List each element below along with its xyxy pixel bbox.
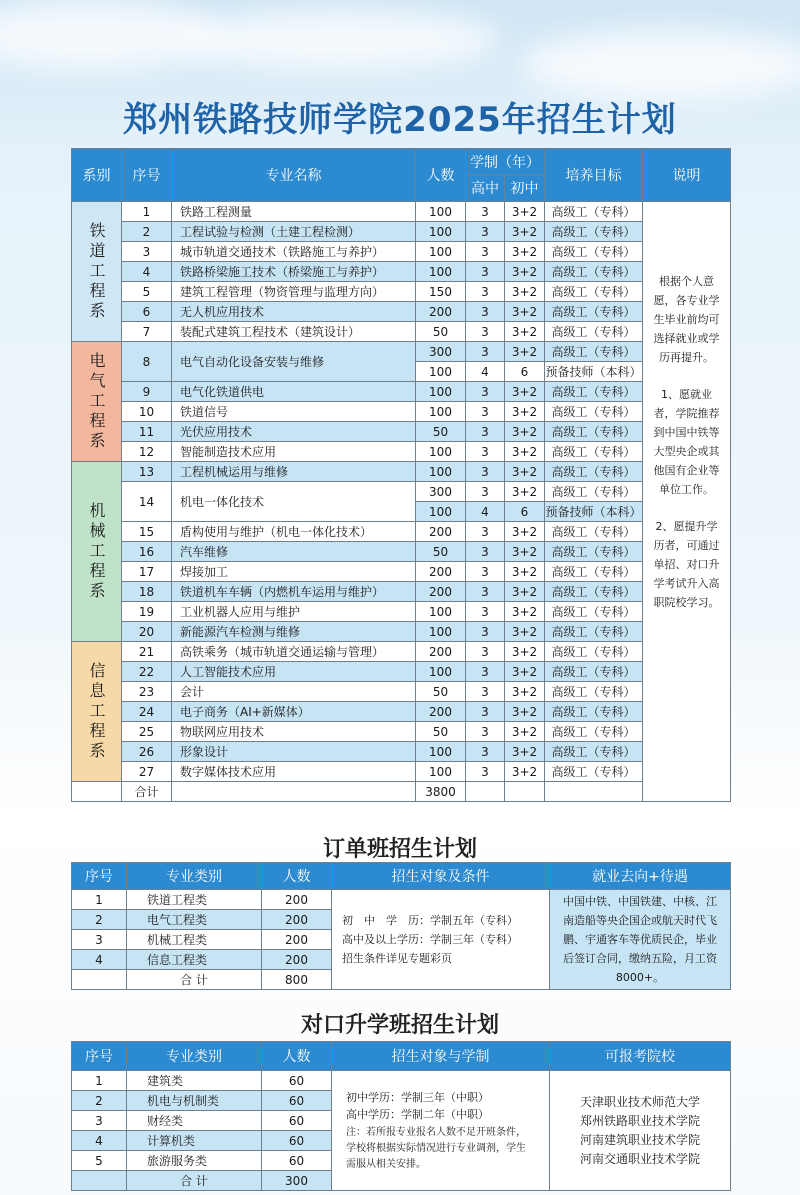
row-no: 4 <box>72 950 127 970</box>
row-goal: 高级工（专科） <box>545 522 643 542</box>
table-row <box>72 422 731 442</box>
row-count: 200 <box>416 562 466 582</box>
row-major: 建筑工程管理（物资管理与监理方向） <box>172 282 416 302</box>
row-goal: 高级工（专科） <box>545 322 643 342</box>
table-row <box>72 602 731 622</box>
row-no: 4 <box>122 262 172 282</box>
row-no: 26 <box>122 742 172 762</box>
row-middle: 3+2 <box>505 202 545 222</box>
row-no: 27 <box>122 762 172 782</box>
row-goal: 高级工（专科） <box>545 302 643 322</box>
row-count: 60 <box>262 1131 332 1151</box>
row-major: 数字媒体技术应用 <box>172 762 416 782</box>
table-row <box>72 702 731 722</box>
table-row <box>72 562 731 582</box>
row-count: 100 <box>416 742 466 762</box>
row-category: 建筑类 <box>127 1071 262 1091</box>
row-high: 3 <box>466 322 505 342</box>
row-count: 150 <box>416 282 466 302</box>
row-major: 智能制造技术应用 <box>172 442 416 462</box>
row-goal: 高级工（专科） <box>545 682 643 702</box>
order-class-title: 订单班招生计划 <box>322 837 477 862</box>
row-major: 会计 <box>172 682 416 702</box>
row-no: 13 <box>122 462 172 482</box>
row-goal: 高级工（专科） <box>545 402 643 422</box>
row-major: 形象设计 <box>172 742 416 762</box>
row-no: 5 <box>122 282 172 302</box>
row-count: 200 <box>262 930 332 950</box>
row-high: 3 <box>466 762 505 782</box>
row-major: 汽车维修 <box>172 542 416 562</box>
row-high: 3 <box>466 442 505 462</box>
row-major: 铁道机车车辆（内燃机车运用与维护） <box>172 582 416 602</box>
row-high: 3 <box>466 702 505 722</box>
row-count: 100 <box>416 602 466 622</box>
order-class-table <box>71 862 731 990</box>
total-row <box>72 782 731 802</box>
conditions-cell <box>332 1071 550 1191</box>
row-middle: 3+2 <box>505 722 545 742</box>
table-row <box>72 662 731 682</box>
row-middle: 6 <box>505 502 545 522</box>
row-high: 3 <box>466 422 505 442</box>
empty-cell <box>505 782 545 802</box>
row-no: 17 <box>122 562 172 582</box>
row-high: 4 <box>466 362 505 382</box>
cloud <box>180 10 500 70</box>
header-no: 序号 <box>72 1042 127 1071</box>
table-row <box>72 382 731 402</box>
row-no: 15 <box>122 522 172 542</box>
row-middle: 3+2 <box>505 302 545 322</box>
row-major: 光伏应用技术 <box>172 422 416 442</box>
row-middle: 3+2 <box>505 642 545 662</box>
table-body <box>72 202 731 802</box>
row-high: 3 <box>466 242 505 262</box>
row-count: 200 <box>416 302 466 322</box>
row-no: 23 <box>122 682 172 702</box>
enrollment-table <box>71 148 731 802</box>
row-middle: 3+2 <box>505 762 545 782</box>
note-paragraph: 2、愿提升学历者，可通过单招、对口升学考试升入高职院校学习。 <box>653 520 720 609</box>
department-elec: 电气工程系 <box>72 342 122 462</box>
row-goal: 高级工（专科） <box>545 762 643 782</box>
row-no: 3 <box>122 242 172 262</box>
row-no: 24 <box>122 702 172 722</box>
condition-line: 初 中 学 历：学制五年（专科） <box>342 914 518 927</box>
table-row <box>72 542 731 562</box>
header-count: 人数 <box>262 1042 332 1071</box>
table-row <box>72 202 731 222</box>
row-count: 100 <box>416 622 466 642</box>
row-middle: 3+2 <box>505 522 545 542</box>
row-middle: 3+2 <box>505 322 545 342</box>
row-goal: 高级工（专科） <box>545 622 643 642</box>
condition-line: 高中及以上学历：学制三年（专科） <box>342 933 518 946</box>
row-high: 3 <box>466 582 505 602</box>
row-no: 8 <box>122 342 172 382</box>
row-middle: 3+2 <box>505 702 545 722</box>
row-goal: 高级工（专科） <box>545 222 643 242</box>
row-no: 10 <box>122 402 172 422</box>
row-category: 旅游服务类 <box>127 1151 262 1171</box>
row-count: 300 <box>416 482 466 502</box>
row-major: 物联网应用技术 <box>172 722 416 742</box>
row-category: 铁道工程类 <box>127 890 262 910</box>
row-high: 3 <box>466 202 505 222</box>
row-no: 2 <box>72 910 127 930</box>
row-major: 无人机应用技术 <box>172 302 416 322</box>
row-no: 19 <box>122 602 172 622</box>
header-category: 专业类别 <box>127 863 262 890</box>
row-count: 50 <box>416 682 466 702</box>
row-goal: 高级工（专科） <box>545 562 643 582</box>
row-high: 3 <box>466 662 505 682</box>
row-no: 2 <box>122 222 172 242</box>
row-middle: 3+2 <box>505 262 545 282</box>
row-category: 财经类 <box>127 1111 262 1131</box>
row-high: 3 <box>466 222 505 242</box>
row-major: 盾构使用与维护（机电一体化技术） <box>172 522 416 542</box>
row-middle: 3+2 <box>505 602 545 622</box>
row-middle: 3+2 <box>505 742 545 762</box>
row-goal: 高级工（专科） <box>545 742 643 762</box>
row-high: 3 <box>466 622 505 642</box>
row-count: 60 <box>262 1071 332 1091</box>
row-middle: 3+2 <box>505 422 545 442</box>
row-count: 100 <box>416 262 466 282</box>
header-middle: 初中 <box>505 175 545 202</box>
row-count: 100 <box>416 762 466 782</box>
schools-cell <box>550 1071 731 1191</box>
header-major: 专业名称 <box>172 149 416 202</box>
cloud <box>520 30 800 100</box>
row-count: 200 <box>416 642 466 662</box>
row-count: 100 <box>416 462 466 482</box>
row-count: 50 <box>416 542 466 562</box>
table-row <box>72 482 731 502</box>
row-no: 18 <box>122 582 172 602</box>
row-no: 2 <box>72 1091 127 1111</box>
row-high: 3 <box>466 342 505 362</box>
header-schools: 可报考院校 <box>550 1042 731 1071</box>
row-count: 100 <box>416 502 466 522</box>
row-count: 50 <box>416 422 466 442</box>
table-row <box>72 222 731 242</box>
row-major: 工程机械运用与维修 <box>172 462 416 482</box>
table-row <box>72 622 731 642</box>
row-major: 铁路工程测量 <box>172 202 416 222</box>
table-row <box>72 322 731 342</box>
row-count: 100 <box>416 202 466 222</box>
row-goal: 高级工（专科） <box>545 542 643 562</box>
row-count: 100 <box>416 402 466 422</box>
row-goal: 高级工（专科） <box>545 282 643 302</box>
row-high: 3 <box>466 402 505 422</box>
row-count: 300 <box>416 342 466 362</box>
total-label: 合计 <box>122 782 172 802</box>
total-count: 800 <box>262 970 332 990</box>
row-goal: 高级工（专科） <box>545 642 643 662</box>
empty-cell <box>172 782 416 802</box>
row-count: 100 <box>416 662 466 682</box>
row-middle: 3+2 <box>505 382 545 402</box>
row-no: 1 <box>72 890 127 910</box>
row-goal: 高级工（专科） <box>545 482 643 502</box>
row-category: 计算机类 <box>127 1131 262 1151</box>
row-major: 高铁乘务（城市轨道交通运输与管理） <box>172 642 416 662</box>
row-no: 3 <box>72 930 127 950</box>
header-conditions: 招生对象及条件 <box>332 863 550 890</box>
row-no: 25 <box>122 722 172 742</box>
row-middle: 3+2 <box>505 482 545 502</box>
row-no: 9 <box>122 382 172 402</box>
school-item: 郑州铁路职业技术学院 <box>579 1113 700 1128</box>
row-high: 3 <box>466 302 505 322</box>
total-label: 合 计 <box>127 970 262 990</box>
row-high: 3 <box>466 722 505 742</box>
row-goal: 高级工（专科） <box>545 342 643 362</box>
table-row <box>72 302 731 322</box>
row-no: 11 <box>122 422 172 442</box>
table-row <box>72 402 731 422</box>
table-row <box>72 462 731 482</box>
row-major: 装配式建筑工程技术（建筑设计） <box>172 322 416 342</box>
row-no: 7 <box>122 322 172 342</box>
row-middle: 3+2 <box>505 222 545 242</box>
row-high: 3 <box>466 522 505 542</box>
header-high: 高中 <box>466 175 505 202</box>
empty-cell <box>72 1171 127 1191</box>
header-count: 人数 <box>416 149 466 202</box>
row-no: 1 <box>72 1071 127 1091</box>
row-count: 200 <box>262 950 332 970</box>
table-row <box>72 762 731 782</box>
row-count: 200 <box>416 522 466 542</box>
row-goal: 高级工（专科） <box>545 202 643 222</box>
row-middle: 3+2 <box>505 622 545 642</box>
row-no: 22 <box>122 662 172 682</box>
row-no: 4 <box>72 1131 127 1151</box>
header-category: 专业类别 <box>127 1042 262 1071</box>
row-middle: 3+2 <box>505 462 545 482</box>
empty-cell <box>72 782 122 802</box>
note-paragraph: 根据个人意愿，各专业学生毕业前均可选择就业或学历再提升。 <box>653 275 720 364</box>
conditions-cell <box>332 890 550 990</box>
row-high: 3 <box>466 602 505 622</box>
table-row <box>72 682 731 702</box>
upgrade-class-table <box>71 1041 731 1191</box>
row-count: 100 <box>416 382 466 402</box>
row-no: 12 <box>122 442 172 462</box>
header-employment: 就业去向+待遇 <box>550 863 731 890</box>
row-major: 铁道信号 <box>172 402 416 422</box>
row-high: 3 <box>466 282 505 302</box>
row-count: 100 <box>416 222 466 242</box>
employment-cell: 中国中铁、中国铁建、中核、江南造船等央企国企或航天时代飞鹏、宇通客车等优质民企，毕业后签订合同，缴纳五险，月工资8000+。 <box>550 890 731 990</box>
row-major: 铁路桥梁施工技术（桥梁施工与养护） <box>172 262 416 282</box>
row-high: 3 <box>466 382 505 402</box>
row-count: 200 <box>262 890 332 910</box>
empty-cell <box>466 782 505 802</box>
row-category: 信息工程类 <box>127 950 262 970</box>
total-count: 300 <box>262 1171 332 1191</box>
table-row <box>72 722 731 742</box>
row-goal: 高级工（专科） <box>545 442 643 462</box>
row-count: 200 <box>416 702 466 722</box>
total-count: 3800 <box>416 782 466 802</box>
condition-note: 注：若所报专业报名人数不足开班条件，学校将根据实际情况进行专业调剂，学生需服从相关安排。 <box>346 1126 526 1170</box>
header-count: 人数 <box>262 863 332 890</box>
row-middle: 6 <box>505 362 545 382</box>
row-major: 电气化铁道供电 <box>172 382 416 402</box>
table-row <box>72 582 731 602</box>
row-no: 5 <box>72 1151 127 1171</box>
row-category: 机电与机制类 <box>127 1091 262 1111</box>
row-high: 3 <box>466 462 505 482</box>
row-major: 电子商务（AI+新媒体） <box>172 702 416 722</box>
school-item: 河南建筑职业技术学院 <box>579 1132 700 1147</box>
row-middle: 3+2 <box>505 542 545 562</box>
row-middle: 3+2 <box>505 242 545 262</box>
header-conditions: 招生对象与学制 <box>332 1042 550 1071</box>
header-no: 序号 <box>72 863 127 890</box>
row-count: 50 <box>416 722 466 742</box>
table-row <box>72 642 731 662</box>
row-major: 焊接加工 <box>172 562 416 582</box>
empty-cell <box>545 782 643 802</box>
condition-line: 初中学历：学制三年（中职） <box>346 1090 489 1104</box>
table-row <box>72 522 731 542</box>
row-count: 200 <box>416 582 466 602</box>
row-count: 50 <box>416 322 466 342</box>
row-no: 20 <box>122 622 172 642</box>
row-count: 100 <box>416 442 466 462</box>
school-item: 河南交通职业技术学院 <box>579 1151 700 1166</box>
row-no: 3 <box>72 1111 127 1131</box>
row-major: 人工智能技术应用 <box>172 662 416 682</box>
row-goal: 高级工（专科） <box>545 462 643 482</box>
row-high: 3 <box>466 742 505 762</box>
row-goal: 高级工（专科） <box>545 382 643 402</box>
row-goal: 高级工（专科） <box>545 662 643 682</box>
row-middle: 3+2 <box>505 562 545 582</box>
row-count: 60 <box>262 1091 332 1111</box>
total-label: 合 计 <box>127 1171 262 1191</box>
table-row <box>72 742 731 762</box>
row-goal: 高级工（专科） <box>545 722 643 742</box>
row-goal: 高级工（专科） <box>545 242 643 262</box>
row-goal: 高级工（专科） <box>545 582 643 602</box>
row-high: 3 <box>466 682 505 702</box>
header-no: 序号 <box>122 149 172 202</box>
row-major: 新能源汽车检测与维修 <box>172 622 416 642</box>
row-goal: 预备技师（本科） <box>545 502 643 522</box>
row-count: 100 <box>416 362 466 382</box>
row-major: 机电一体化技术 <box>172 482 416 522</box>
row-major: 工程试验与检测（土建工程检测） <box>172 222 416 242</box>
row-high: 3 <box>466 482 505 502</box>
row-count: 60 <box>262 1111 332 1131</box>
table-row <box>72 442 731 462</box>
row-goal: 高级工（专科） <box>545 602 643 622</box>
row-middle: 3+2 <box>505 402 545 422</box>
table-row <box>72 242 731 262</box>
page-title: 郑州铁路技师学院2025年招生计划 <box>123 100 677 140</box>
row-high: 3 <box>466 562 505 582</box>
row-count: 100 <box>416 242 466 262</box>
row-middle: 3+2 <box>505 662 545 682</box>
table-row <box>72 342 731 362</box>
table-row <box>72 262 731 282</box>
row-goal: 高级工（专科） <box>545 262 643 282</box>
row-no: 1 <box>122 202 172 222</box>
header-note: 说明 <box>643 149 731 202</box>
row-middle: 3+2 <box>505 682 545 702</box>
row-middle: 3+2 <box>505 342 545 362</box>
row-category: 机械工程类 <box>127 930 262 950</box>
row-middle: 3+2 <box>505 282 545 302</box>
row-major: 城市轨道交通技术（铁路施工与养护） <box>172 242 416 262</box>
row-goal: 预备技师（本科） <box>545 362 643 382</box>
header-dept: 系别 <box>72 149 122 202</box>
empty-cell <box>72 970 127 990</box>
row-high: 3 <box>466 262 505 282</box>
row-goal: 高级工（专科） <box>545 702 643 722</box>
header-goal: 培养目标 <box>545 149 643 202</box>
table-row <box>72 282 731 302</box>
school-item: 天津职业技术师范大学 <box>579 1094 700 1109</box>
row-high: 4 <box>466 502 505 522</box>
row-high: 3 <box>466 642 505 662</box>
upgrade-class-title: 对口升学班招生计划 <box>300 1013 499 1038</box>
row-category: 电气工程类 <box>127 910 262 930</box>
condition-line: 招生条件详见专题彩页 <box>342 952 452 965</box>
row-goal: 高级工（专科） <box>545 422 643 442</box>
note-cell <box>643 202 731 802</box>
row-no: 14 <box>122 482 172 522</box>
row-no: 16 <box>122 542 172 562</box>
header-years: 学制（年） <box>466 149 545 176</box>
row-middle: 3+2 <box>505 442 545 462</box>
department-info: 信息工程系 <box>72 642 122 782</box>
condition-line: 高中学历：学制二年（中职） <box>346 1107 489 1121</box>
row-major: 工业机器人应用与维护 <box>172 602 416 622</box>
row-major: 电气自动化设备安装与维修 <box>172 342 416 382</box>
row-no: 21 <box>122 642 172 662</box>
row-high: 3 <box>466 542 505 562</box>
row-count: 200 <box>262 910 332 930</box>
department-mech: 机械工程系 <box>72 462 122 642</box>
note-paragraph: 1、愿就业者，学院推荐到中国中铁等大型央企或其他国有企业等单位工作。 <box>653 388 720 496</box>
row-middle: 3+2 <box>505 582 545 602</box>
department-rail: 铁道工程系 <box>72 202 122 342</box>
row-no: 6 <box>122 302 172 322</box>
row-count: 60 <box>262 1151 332 1171</box>
